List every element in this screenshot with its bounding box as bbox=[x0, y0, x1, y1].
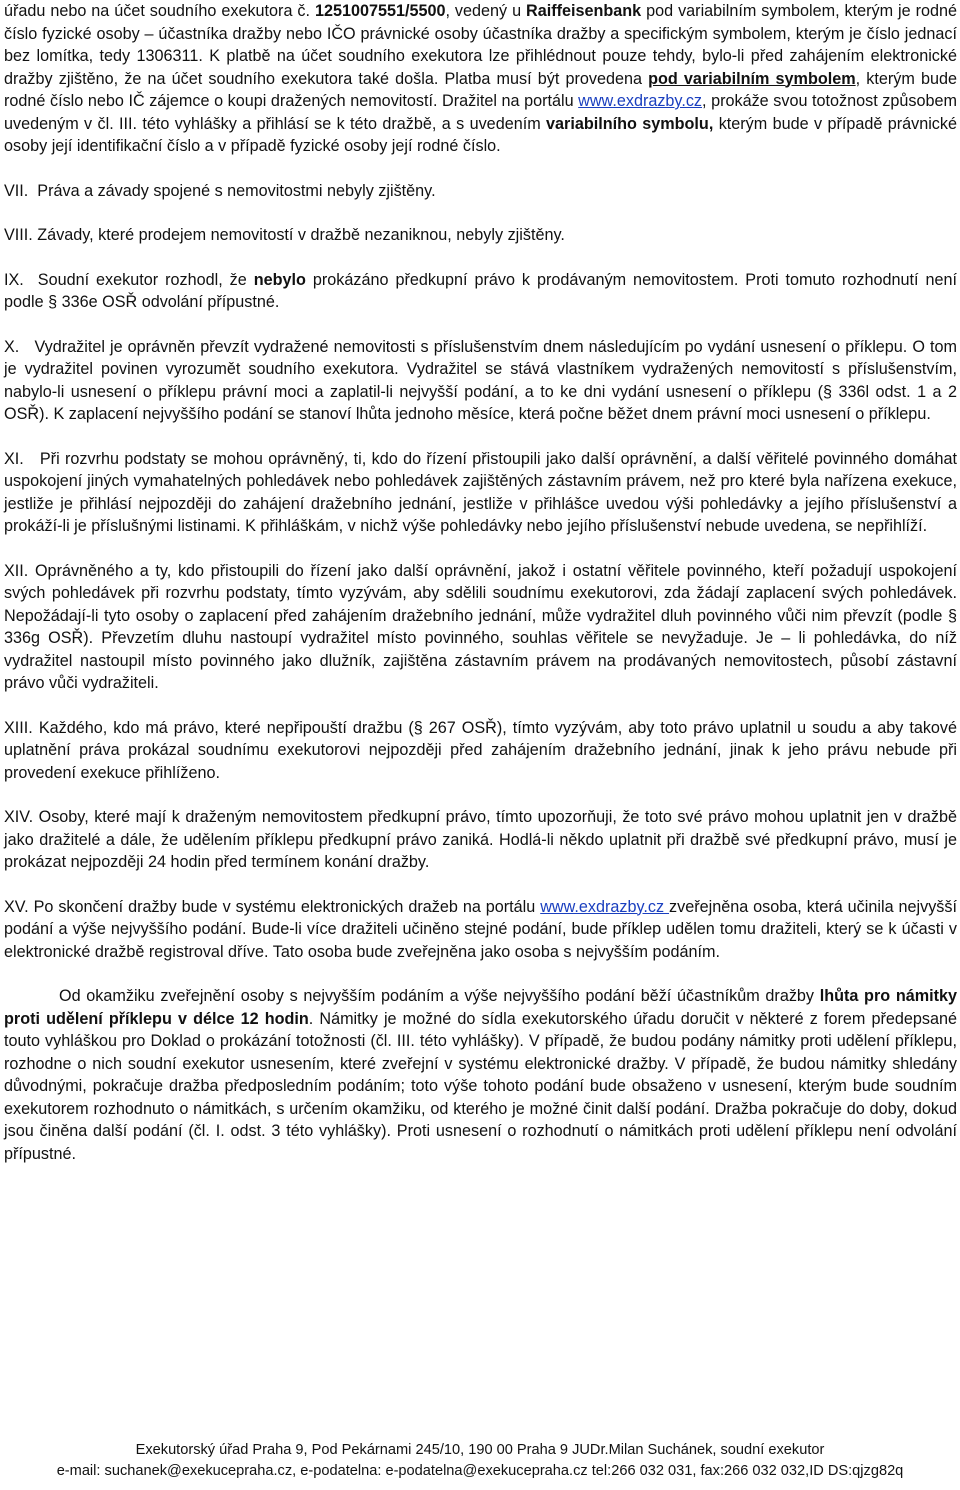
section-number: XII. bbox=[4, 561, 29, 580]
section-text-1: Soudní exekutor rozhodl, že bbox=[37, 270, 254, 289]
section-xi bbox=[4, 448, 957, 538]
section-viii bbox=[4, 224, 957, 247]
footer-contact-line: e-mail: suchanek@exekucepraha.cz, e-podatelna: e-podatelna@exekucepraha.cz tel:266 032 031, fax:266 032 032,ID DS:qjzg82q bbox=[56, 1462, 904, 1479]
closing-text-2: . Námitky je možné do sídla exekutorského úřadu doručit v některé z forem předepsané touto vyhláškou pro Doklad o prokázání totožnosti (čl. III. této vyhlášky). V případě, že budou podány námitky proti udělení příklepu, rozhodne o nich soudní exekutor usnesením, které zveřejní v systému elektronické dražby. V případě, že budou námitky shledány důvodnými, pokračuje dražba předposledním podáním; toto výše tohoto podání bude obsaženo v usnesení, kterým bude soudním exekutorem rozhodnuto o námitkách, s určením okamžiku, od kterého je možné činit další podání. Dražba pokračuje do doby, dokud jsou činěna další podání (čl. I. odst. 3 této vyhlášky). Proti usnesení o rozhodnutí o námitkách proti udělení příklepu není odvolání přípustné. bbox=[4, 1009, 957, 1163]
section-number: VII. bbox=[4, 181, 29, 200]
bank-name: Raiffeisenbank bbox=[526, 2, 642, 20]
section-text: Každého, kdo má právo, které nepřipouští dražbu (§ 267 OSŘ), tímto vyzývám, aby toto právo uplatnil u soudu a aby takové uplatnění práva prokázal soudnímu exekutorovi nejpozději před zahájením dražebního jednání, jinak k jeho právu nebude při provedení exekuce přihlíženo. bbox=[4, 718, 958, 782]
exdrazby-link[interactable]: www.exdrazby.cz bbox=[540, 897, 670, 916]
intro-text-6: kterým bude v případě právnické osoby její identifikační číslo a v případě fyzické osoby její rodné číslo. bbox=[4, 114, 957, 155]
closing-text-1: Od okamžiku zveřejnění osoby s nejvyšším podáním a výše nejvyššího podání běží účastníkům dražby bbox=[59, 987, 820, 1005]
section-xiv bbox=[4, 806, 957, 874]
section-xv bbox=[4, 896, 957, 964]
intro-text-4: , kterým bude rodné číslo nebo IČ zájemce o koupi dražených nemovitostí. Dražitel na portálu bbox=[4, 69, 957, 110]
closing-paragraph bbox=[4, 985, 957, 1165]
section-text: Práva a závady spojené s nemovitostmi nebyly zjištěny. bbox=[37, 181, 436, 200]
intro-text-1: úřadu nebo na účet soudního exekutora č. bbox=[4, 2, 315, 20]
section-number: X. bbox=[4, 337, 20, 356]
variable-symbol-label: pod variabilním symbolem bbox=[648, 69, 856, 88]
page-footer bbox=[0, 1440, 960, 1481]
section-number: XI. bbox=[4, 449, 24, 468]
section-xii bbox=[4, 560, 957, 695]
section-text: Oprávněného a ty, kdo přistoupili do řízení jako další oprávnění, jakož i ostatní věřitele povinného, kteří požadují uspokojení svých pohledávek při rozvrhu podstaty, tímto vyzývám, aby sdělili soudnímu exekutorovi, zda žádají zaplacení svých pohledávek. Nepožádají-li tyto osoby o zaplacení před zahájením dražebního jednání, může vydražitel dluh povinného vůči nim převzít (podle § 336g OSŘ). Převzetím dluhu nastoupí vydražitel místo povinného, souhlas věřitele se nevyžaduje. Je – li pohledávka, do níž vydražitel nastoupil místo povinného jako dlužník, zajištěna zástavním právem na prodávaných nemovitostech, působí zástavní právo vůči vydražiteli. bbox=[4, 561, 957, 692]
section-number: VIII. bbox=[4, 226, 33, 244]
section-ix bbox=[4, 269, 957, 314]
document-page bbox=[4, 0, 957, 1165]
footer-office-line: Exekutorský úřad Praha 9, Pod Pekárnami 245/10, 190 00 Praha 9 JUDr.Milan Suchánek, soudní exekutor bbox=[135, 1442, 825, 1458]
account-number: 1251007551/5500 bbox=[314, 2, 446, 20]
objection-deadline: lhůta pro námitky proti udělení příklepu v délce 12 hodin bbox=[4, 987, 957, 1028]
intro-text-3: pod variabilním symbolem, kterým je rodné číslo fyzické osoby – účastníka dražby nebo IČO právnické osoby účastníka dražby a specifickým symbolem, kterým je číslo jednací bez lomítka, tedy 1306311. K platbě na účet soudního exekutora lze přihlédnout pouze tehdy, bylo-li před zahájením elektronické dražby zjištěno, že na účet soudního exekutora také došla. Platba musí být provedena bbox=[4, 2, 957, 88]
variable-symbol-bold: variabilního symbolu, bbox=[546, 114, 714, 133]
section-xiii bbox=[4, 717, 957, 785]
section-bold: nebylo bbox=[253, 270, 306, 289]
section-text: Osoby, které mají k draženým nemovitostem předkupní právo, tímto upozorňuji, že toto své právo mohou uplatnit jen v dražbě jako dražitelé a dále, že udělením příklepu předkupní právo zaniká. Hodlá-li někdo uplatnit při dražbě své předkupní právo, musí je prokázat nejpozději 24 hodin před termínem konání dražby. bbox=[4, 808, 957, 871]
section-x bbox=[4, 336, 957, 426]
section-vii bbox=[4, 180, 957, 203]
section-text: Závady, které prodejem nemovitostí v dražbě nezaniknou, nebyly zjištěny. bbox=[37, 226, 565, 244]
intro-text-2: , vedený u bbox=[445, 2, 527, 20]
section-text-2: zveřejněna osoba, která učinila nejvyšší podání a výše nejvyššího podání. Bude-li více dražiteli učiněno stejné podání, bude příklep udělen tomu dražiteli, který se k účasti v elektronické dražbě registroval dříve. Tato osoba bude zveřejněna jako osoba s nejvyšším podáním. bbox=[4, 897, 957, 961]
exdrazby-link[interactable]: www.exdrazby.cz bbox=[578, 92, 703, 110]
section-text-1: Po skončení dražby bude v systému elektronických dražeb na portálu bbox=[33, 897, 541, 916]
section-text: Vydražitel je oprávněn převzít vydražené nemovitosti s příslušenstvím dnem následujícím po vydání usnesení o příklepu. O tom je vydražitel povinen vyrozumět soudního exekutora. Vydražitel se stává vlastníkem vydražených nemovitostí s příslušenstvím, nabylo-li usnesení o příklepu právní moci a zaplatil-li nejvyšší podání, a to ke dni vydání usnesení o příklepu (§ 336l odst. 1 a 2 OSŘ). K zaplacení nejvyššího podání se stanoví lhůta jednoho měsíce, která počne běžet dnem právní moci usnesení o příklepu. bbox=[4, 337, 957, 423]
section-number: XIII. bbox=[4, 718, 33, 737]
section-number: IX. bbox=[4, 270, 24, 289]
section-text: Při rozvrhu podstaty se mohou oprávněný, ti, kdo do řízení přistoupili jako další oprávnění, a další věřitelé povinného domáhat uspokojení jiných vymahatelných pohledávek nebo pohledávek zajištěných zástavním právem, než pro které byla nařízena exekuce, jestliže je přihlásí nejpozději do zahájení dražebního jednání, jestliže v přihlášce uvedou výši pohledávky a jejího příslušenství a prokáží-li je příslušnými listinami. K přihláškám, v nichž výše pohledávky nebo jejího příslušenství nebude uvedena, se nepřihlíží. bbox=[4, 449, 957, 535]
section-number: XV. bbox=[4, 897, 29, 916]
section-number: XIV. bbox=[4, 808, 34, 826]
payment-paragraph bbox=[4, 0, 957, 158]
intro-text-5: , prokáže svou totožnost způsobem uvedeným v čl. III. této vyhlášky a přihlásí se k této dražbě, a s uvedením bbox=[4, 92, 957, 133]
section-text-2: prokázáno předkupní právo k prodávaným nemovitostem. Proti tomuto rozhodnutí není podle § 336e OSŘ odvolání přípustné. bbox=[4, 270, 958, 311]
